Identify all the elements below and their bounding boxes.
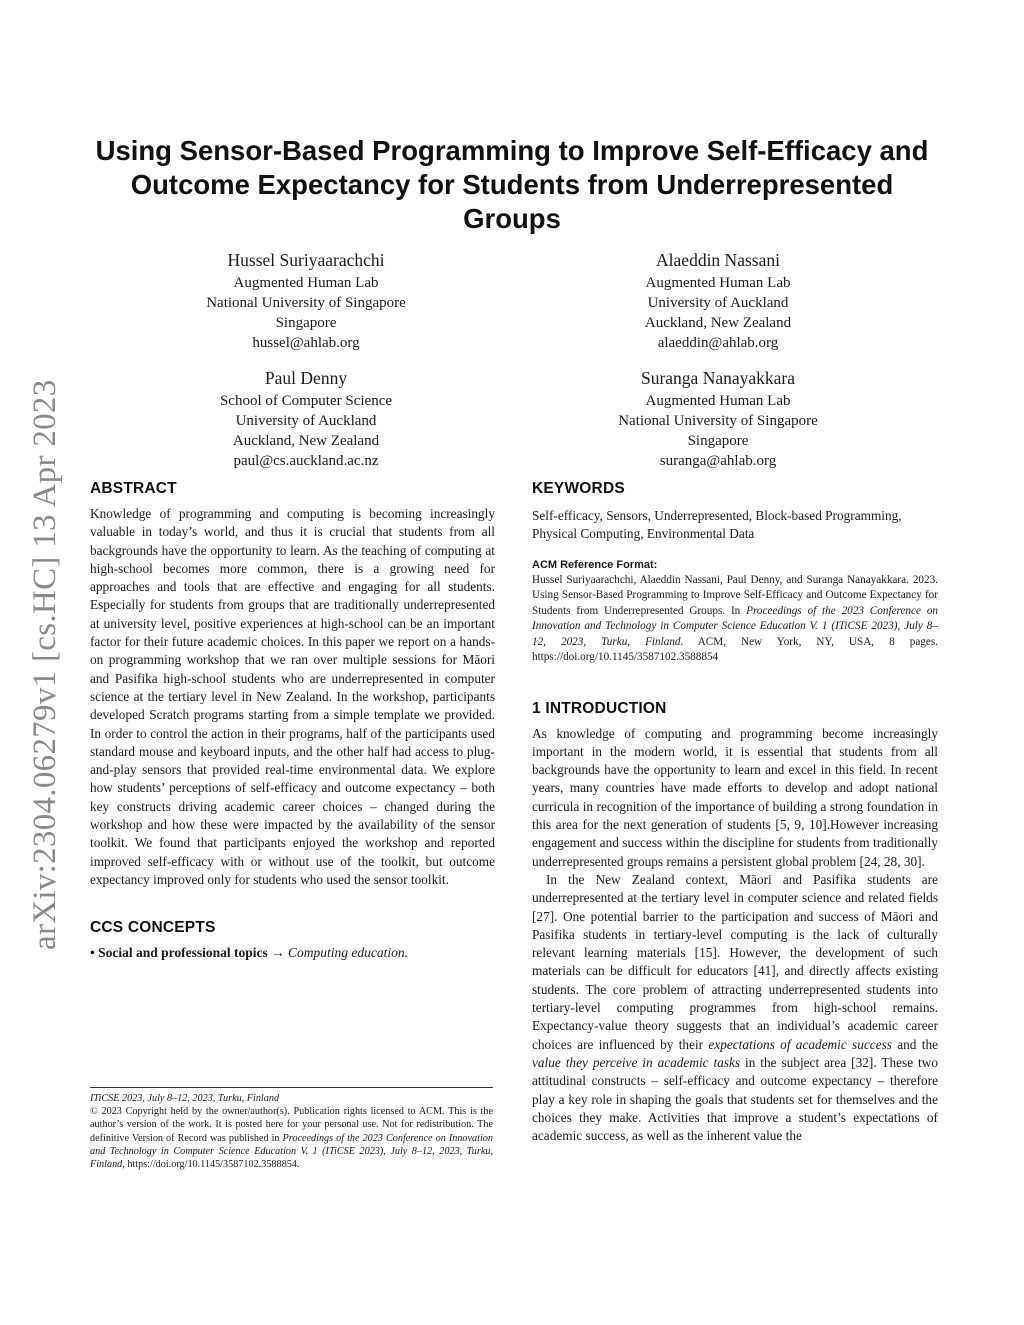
acm-reference-doi: . ACM, New York, NY, USA, 8 pages. https://doi.org/10.1145/3587102.3588854 [532,635,938,664]
footnote-rule [90,1087,493,1088]
author-block-1 [156,248,456,353]
acm-reference-text [532,573,938,666]
abstract-heading: ABSTRACT [90,480,177,497]
introduction-heading: 1 INTRODUCTION [532,699,667,717]
author-block-2 [568,248,868,353]
right-column [532,480,938,1145]
acm-reference-proceedings: Proceedings of the 2023 Conference on Innovation and Technology in Computer Science Education V. 1 (ITiCSE 2023), July 8–12, 2023, Turku, Finland [532,604,939,648]
author-location: Auckland, New Zealand [644,315,792,331]
acm-reference-heading: ACM Reference Format: [532,558,658,571]
author-email: paul@cs.auckland.ac.nz [233,453,379,469]
intro-text: in the subject area [32]. These two attitudinal constructs – self-efficacy and outcome expectancy – therefore play a key role in shaping the goals that students set for themselves and the choices they make. Activities that improve a student’s expectations of academic success, as well as the inherent value the [532,1054,938,1144]
ccs-concept [90,944,495,962]
intro-text: and the [891,1036,939,1052]
author-email: alaeddin@ahlab.org [657,335,779,351]
ccs-heading: CCS CONCEPTS [90,919,216,937]
paper-title: Using Sensor-Based Programming to Improve Self-Efficacy and Outcome Expectancy for Students from Underrepresented Groups [95,135,929,234]
intro-emphasis-2: value they perceive in academic tasks [532,1054,741,1070]
footnote-doi: , https://doi.org/10.1145/3587102.3588854. [122,1159,300,1171]
author-location: Singapore [687,433,749,449]
acm-reference-citation: Hussel Suriyaarachchi, Alaeddin Nassani, Paul Denny, and Suranga Nanayakkara. 2023. Using Sensor-Based Programming to Improve Self-Efficacy and Outcome Expectancy for Students from Underrepresented Groups. In [532,573,938,617]
author-institution: University of Auckland [647,295,789,311]
author-affiliation: School of Computer Science [219,393,393,409]
author-affiliation: Augmented Human Lab [645,393,791,409]
author-block-3 [156,366,456,471]
author-affiliation: Augmented Human Lab [233,275,379,291]
author-email: hussel@ahlab.org [252,335,360,351]
footnote-venue: ITiCSE 2023, July 8–12, 2023, Turku, Finland [90,1093,280,1104]
copyright-footnote [90,1092,493,1171]
author-affiliation: Augmented Human Lab [645,275,791,291]
author-location: Auckland, New Zealand [232,433,380,449]
keywords-text: Self-efficacy, Sensors, Underrepresented, Block-based Programming, Physical Computing, Environmental Data [532,508,902,542]
arxiv-identifier: arXiv:2304.06279v1 [cs.HC] 13 Apr 2023 [27,379,63,950]
author-institution: National University of Singapore [618,413,818,429]
intro-text: In the New Zealand context, Māori and Pasifika students are underrepresented at the tertiary level in computer science and related fields [27]. One potential barrier to the participation and success of Māori and Pasifika students in tertiary-level computing is the lack of culturally relevant learning materials [15]. However, the development of such materials can be difficult for educators [41], and directly affects existing students. The core problem of attracting underrepresented students into tertiary-level computing programmes from high-school remains. Expectancy-value theory suggests that an individual’s academic career choices are influenced by their [532,871,938,1052]
ccs-arrow: → [271,945,285,961]
abstract-text: Knowledge of programming and computing is becoming increasingly valuable in today’s world, and thus it is crucial that students from all backgrounds have the opportunity to learn. As the teaching of computing at high-school becomes more common, there is a growing need for approaches and tools that are effective and engaging for all students. Especially for students from groups that are traditionally underrepresented at university level, positive experiences at high-school can be an important factor for their future academic choices. In this paper we report on a hands-on programming workshop that we ran over multiple sessions for Māori and Pasifika high-school students who are underrepresented in computer science at the tertiary level in New Zealand. In the workshop, participants developed Scratch programs starting from a simple template we provided. In order to control the action in their programs, half of the participants used standard mouse and keyboard inputs, and the other half had access to plug-and-play sensors that provided real-time environmental data. We explore how students’ perceptions of self-efficacy and outcome expectancy – both key constructs driving academic career choices – changed during the workshop and how these were impacted by the availability of the sensor toolkit. We found that participants enjoyed the workshop and reported improved self-efficacy with or without use of the toolkit, but outcome expectancy improved only for students who used the sensor toolkit. [90,506,495,887]
ccs-topic: Social and professional topics [98,945,268,961]
intro-paragraph-1: As knowledge of computing and programming become increasingly important in the modern world, it is essential that students from all backgrounds have the opportunity to learn and excel in this field. In recent years, many countries have made efforts to develop and adopt national curricula in recognition of the importance of building a strong foundation in this area for the next generation of students [5, 9, 10].However increasing engagement and success within the discipline for students from traditionally underrepresented groups remains a persistent global problem [24, 28, 30]. [532,725,938,869]
author-name: Alaeddin Nassani [656,250,780,270]
footnote-proceedings: Proceedings of the 2023 Conference on Innovation and Technology in Computer Science Education V. 1 (ITiCSE 2023), July 8–12, 2023, Turku, Finland [90,1132,493,1171]
author-name: Hussel Suriyaarachchi [227,250,385,270]
keywords-heading: KEYWORDS [532,480,625,497]
author-email: suranga@ahlab.org [659,453,777,469]
intro-emphasis-1: expectations of academic success [708,1036,892,1052]
intro-paragraph-2 [532,871,938,1145]
ccs-subtopic: Computing education. [288,945,409,961]
author-name: Suranga Nanayakkara [640,368,796,388]
author-institution: National University of Singapore [206,295,406,311]
author-location: Singapore [275,315,337,331]
left-column [90,480,495,962]
author-block-4 [568,366,868,471]
author-institution: University of Auckland [235,413,377,429]
footnote-text: © 2023 Copyright held by the owner/author(s). Publication rights licensed to ACM. This is the author’s version of the work. It is posted here for your personal use. Not for redistribution. The definitive Version of Record was published in [90,1106,493,1144]
author-name: Paul Denny [264,368,348,388]
ccs-bullet: • [90,945,95,961]
